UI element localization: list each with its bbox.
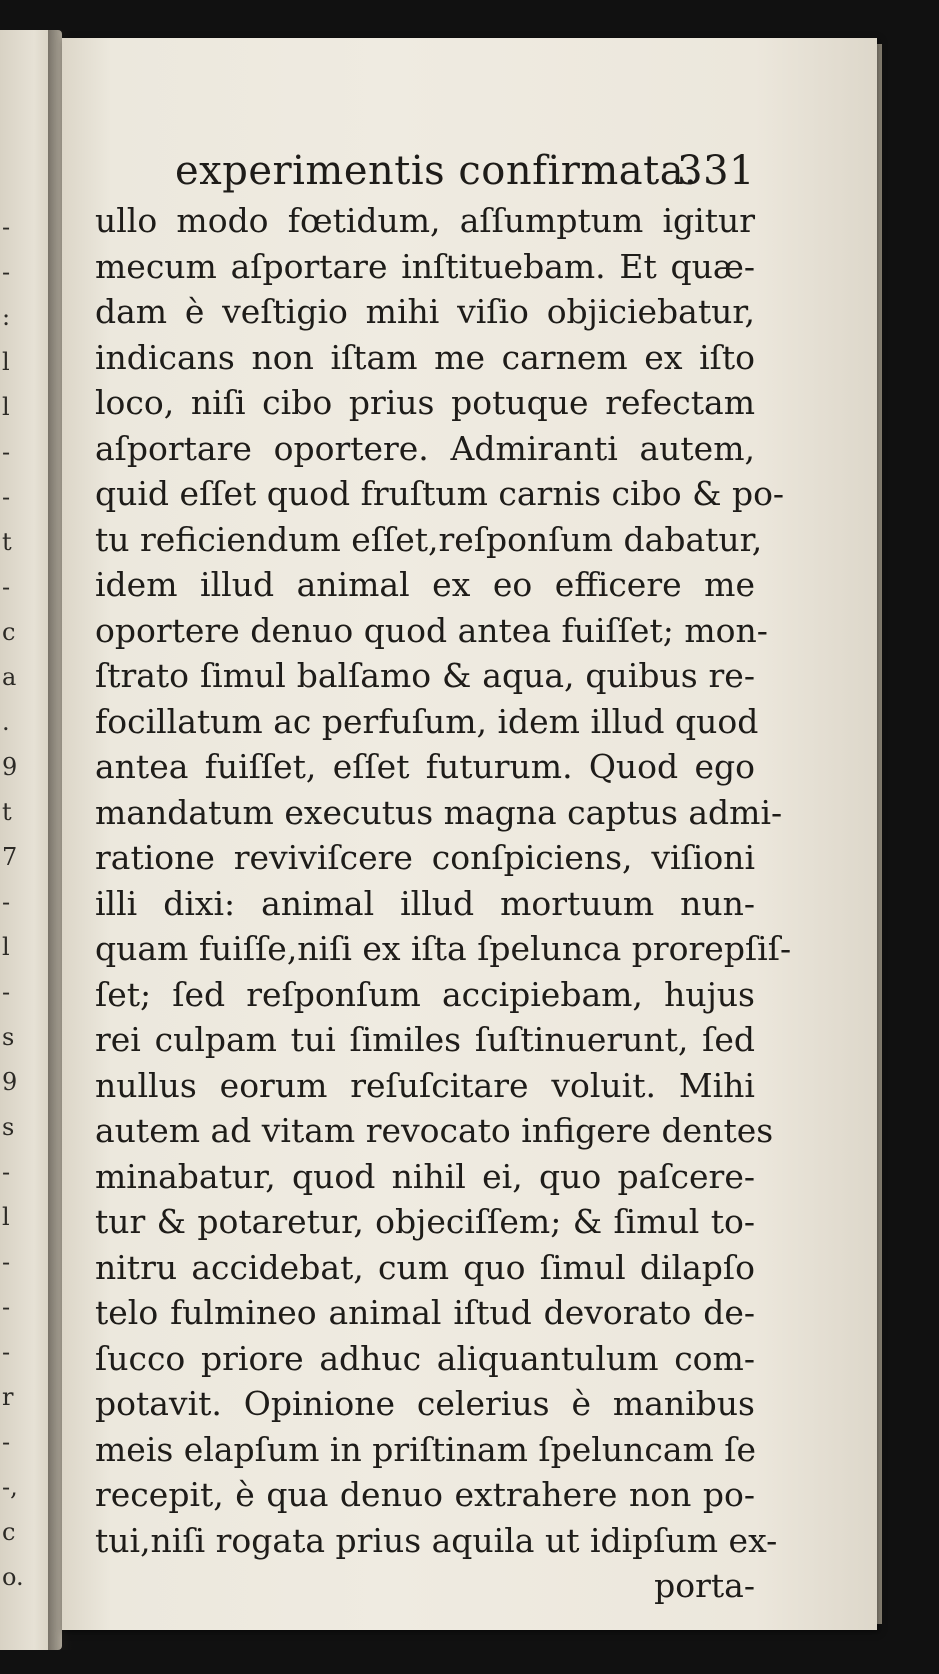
facing-page-mark: o. [2,1563,24,1591]
facing-page-mark: - [2,978,11,1006]
facing-page-mark: 7 [2,843,18,871]
facing-page-mark: l [2,393,10,421]
text-line: recepit, è qua denuo extrahere non po- [95,1475,755,1514]
text-line: loco, niſi cibo prius potuque refectam [95,383,755,422]
facing-page-mark: - [2,1338,11,1366]
text-line: dam è veſtigio mihi viſio objiciebatur, [95,292,755,331]
facing-page-mark: - [2,573,11,601]
facing-page-mark: t [2,798,12,826]
catchword: porta- [654,1566,755,1605]
facing-page-mark: r [2,1383,14,1411]
text-line: nullus eorum reſuſcitare voluit. Mihi [95,1065,755,1105]
text-line: illi dixi: animal illud mortuum nun- [95,883,755,923]
facing-page-mark: 9 [2,753,18,781]
text-line: idem illud animal ex eo efficere me [95,565,755,604]
text-line: telo fulmineo animal iſtud devorato de- [95,1293,755,1332]
page-number: 331 [677,148,755,194]
text-line: oportere denuo quod antea fuiſſet; mon- [95,610,768,650]
text-line: potavit. Opinione celerius è manibus [95,1384,755,1423]
facing-page-mark: - [2,1158,11,1186]
text-line: meis elapſum in priſtinam ſpeluncam ſe [95,1429,757,1469]
facing-page-mark: - [2,1293,11,1321]
text-line: aſportare oportere. Admiranti autem, [95,428,755,468]
text-line: ſet; ſed reſponſum accipiebam, hujus [95,974,755,1014]
facing-page-mark: l [2,933,10,961]
facing-page-mark: c [2,618,16,646]
facing-page-mark: a [2,663,17,691]
text-line: mecum aſportare inſtituebam. Et quæ- [95,246,755,286]
text-line: tui,niſi rogata prius aquila ut idipſum ex- [95,1520,778,1560]
running-title: experimentis confirmata. [175,148,698,194]
facing-page-mark: - [2,213,11,241]
facing-page-mark: s [2,1113,15,1141]
facing-page-mark: . [2,708,10,736]
text-line: quam fuiſſe,niſi ex iſta ſpelunca prorepſiſ- [95,929,792,968]
text-line: indicans non iſtam me carnem ex iſto [95,337,755,377]
facing-page-mark: -, [2,1473,18,1501]
text-line: nitru accidebat, cum quo ſimul dilapſo [95,1247,755,1287]
page-header [175,148,755,198]
facing-page-mark: c [2,1518,16,1546]
facing-page-mark: - [2,888,11,916]
facing-page-mark: 9 [2,1068,18,1096]
facing-page-mark: : [2,303,11,331]
text-line: quid eſſet quod fruſtum carnis cibo & po- [95,474,785,513]
text-line: tur & potaretur, objeciſſem; & ſimul to- [95,1202,755,1241]
text-line: antea fuiſſet, eſſet futurum. Quod ego [95,747,755,786]
text-line: tu reficiendum eſſet,reſponſum dabatur, [95,519,763,559]
facing-page-mark: - [2,1428,11,1456]
facing-page-mark: - [2,1248,11,1276]
text-line: ullo modo fœtidum, aſſumptum igitur [95,201,755,240]
text-line: autem ad vitam revocato infigere dentes [95,1111,774,1150]
facing-page-mark: - [2,483,11,511]
facing-page-mark: - [2,438,11,466]
text-line: ſtrato ſimul balſamo & aqua, quibus re- [95,656,755,695]
text-line: ratione reviviſcere conſpiciens, viſioni [95,838,755,877]
text-line: minabatur, quod nihil ei, quo paſcere- [95,1156,755,1196]
facing-page-mark: - [2,258,11,286]
facing-page-mark: s [2,1023,15,1051]
facing-page-margin-marks [2,205,22,1600]
facing-page-mark: l [2,348,10,376]
text-line: ſucco priore adhuc aliquantulum com- [95,1338,755,1378]
facing-page-mark: t [2,528,12,556]
text-line: focillatum ac perfuſum, idem illud quod [95,701,759,741]
text-line: rei culpam tui ſimiles ſuſtinuerunt, ſed [95,1020,755,1059]
text-line: mandatum executus magna captus admi- [95,792,783,832]
body-text [95,198,792,1609]
facing-page-mark: l [2,1203,10,1231]
